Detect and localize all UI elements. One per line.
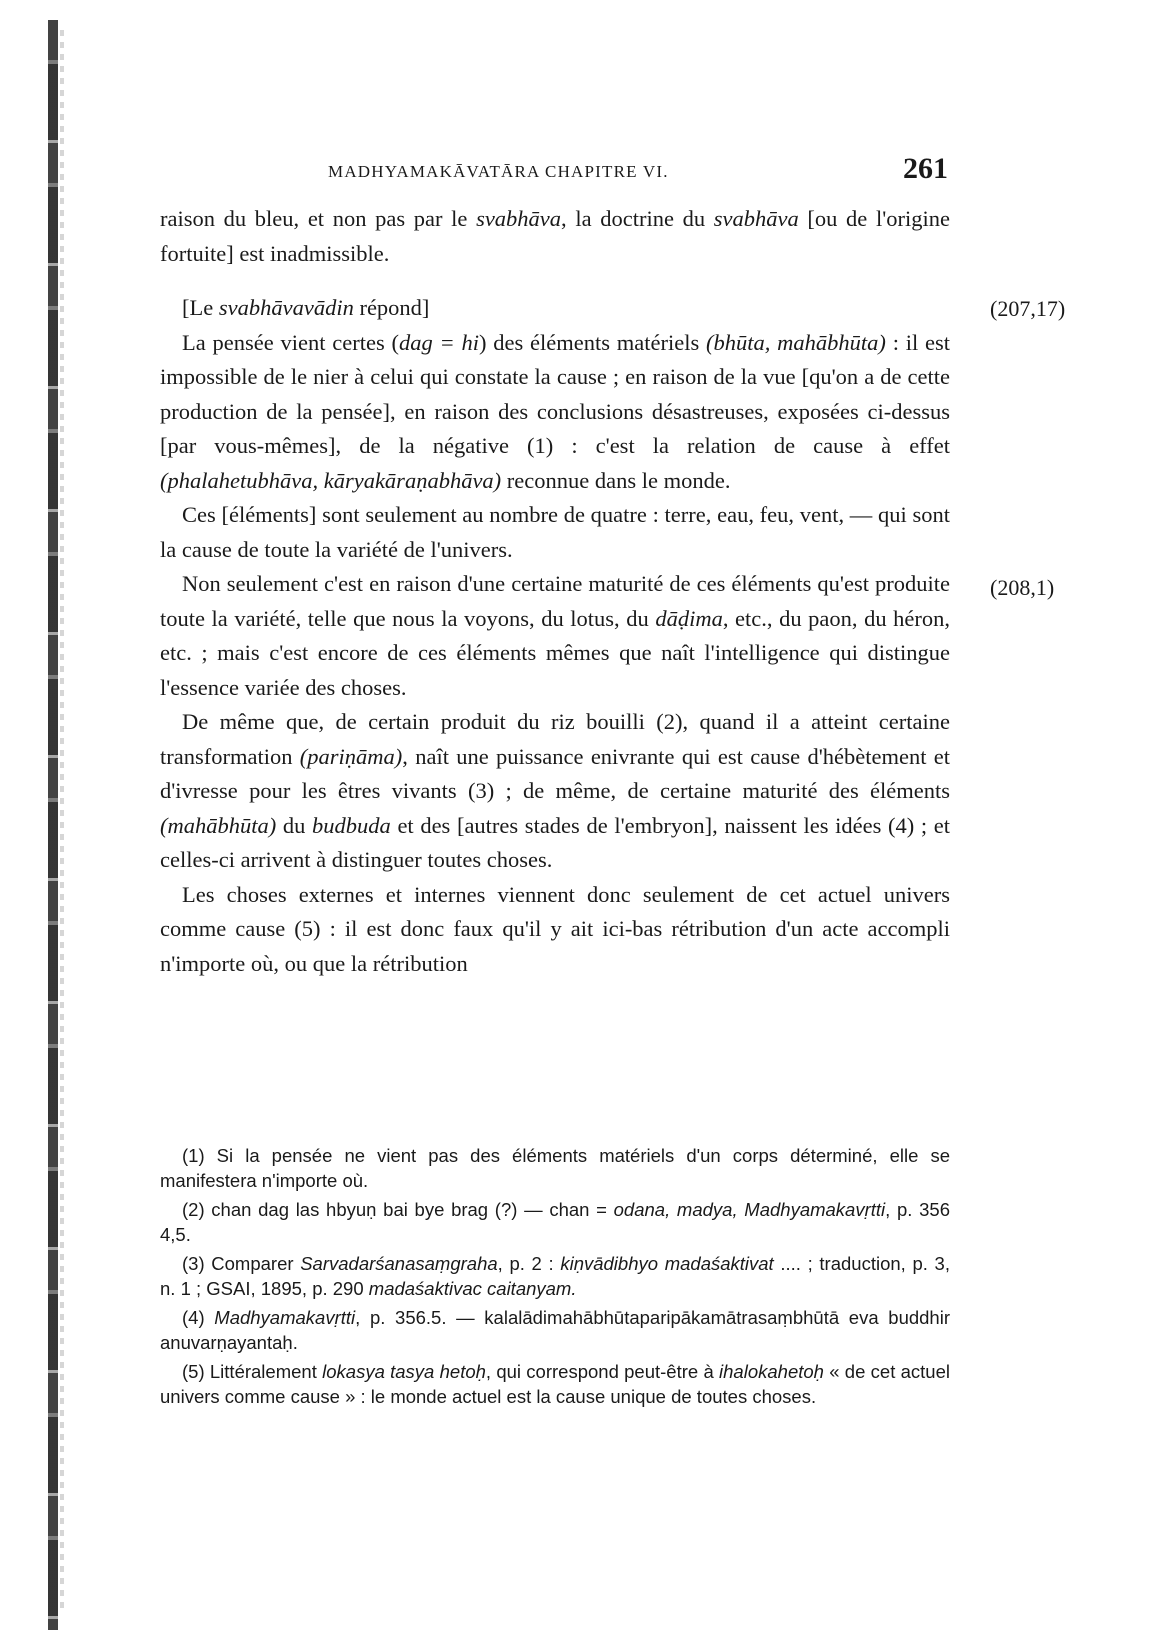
margin-reference-208: (208,1) [990, 575, 1055, 600]
paragraph-1: raison du bleu, et non pas par le svabhāva, la doctrine du svabhāva [ou de l'origine fortuite] est inadmissible. [160, 206, 950, 266]
margin-reference-207: (207,17) [990, 296, 1066, 321]
footnote-1: (1) Si la pensée ne vient pas des éléments matériels d'un corps déterminé, elle se manifestera n'importe où. [160, 1145, 950, 1191]
footnote-2: (2) chan dag las hbyuṇ bai bye brag (?) — chan = odana, madya, Madhyamakavṛtti, p. 356 4,5. [160, 1199, 950, 1245]
paragraph-6: De même que, de certain produit du riz bouilli (2), quand il a atteint certaine transformation (pariṇāma), naît une puissance enivrante qui est cause d'hébètement et d'ivresse pour les êtres vivants (3) ; de même, de certaine maturité des éléments (mahābhūta) du budbuda et des [autres stades de l'embryon], naissent les idées (4) ; et celles-ci arrivent à distinguer toutes choses. [160, 709, 951, 872]
footnotes [160, 1143, 950, 1413]
paragraph-4: Ces [éléments] sont seulement au nombre de quatre : terre, eau, feu, vent, — qui sont la cause de toute la variété de l'univers. [160, 502, 950, 562]
paragraph-3: La pensée vient certes (dag = hi) des éléments matériels (bhūta, mahābhūta) : il est impossible de le nier à celui qui constate la cause ; en raison de la vue [qu'on a de cette production de la pensée], en raison des conclusions désastreuses, exposées ci-dessus [par vous-mêmes], de la négative (1) : c'est la relation de cause à effet (phalahetubhāva, kāryakāraṇabhāva) reconnue dans le monde. [160, 329, 950, 493]
paragraph-7: Les choses externes et internes viennent donc seulement de cet actuel univers comme cause (5) : il est donc faux qu'il y ait ici-bas rétribution d'un acte accompli n'importe où, ou que la rétribution [160, 881, 950, 976]
page-number: 261 [903, 152, 948, 185]
running-title: MADHYAMAKĀVATĀRA CHAPITRE VI. [328, 162, 669, 181]
running-header [160, 152, 948, 188]
paragraph-5: Non seulement c'est en raison d'une certaine maturité de ces éléments qu'est produite toute la variété, telle que nous la voyons, du lotus, du dāḍima, etc., du paon, du héron, etc. ; mais c'est encore de ces éléments mêmes que naît l'intelligence qui distingue l'essence variée des choses. [160, 571, 950, 700]
footnote-4: (4) Madhyamakavṛtti, p. 356.5. — kalalādimahābhūtaparipākamātrasaṃbhūtā eva buddhir anuvarṇayantaḥ. [160, 1307, 950, 1353]
scan-edge-shadow-light [60, 30, 64, 1610]
footnote-3: (3) Comparer Sarvadarśanasaṃgraha, p. 2 : kiṇvādibhyo madaśaktivat .... ; traduction, p. 3, n. 1 ; GSAI, 1895, p. 290 madaśaktivac caitanyam. [160, 1253, 950, 1299]
body-text [160, 202, 950, 981]
paragraph-2: [Le svabhāvavādin répond] [182, 295, 430, 320]
scan-edge-shadow [48, 20, 58, 1630]
footnote-5: (5) Littéralement lokasya tasya hetoḥ, qui correspond peut-être à ihalokahetoḥ « de cet actuel univers comme cause » : le monde actuel est la cause unique de toutes choses. [160, 1361, 950, 1407]
